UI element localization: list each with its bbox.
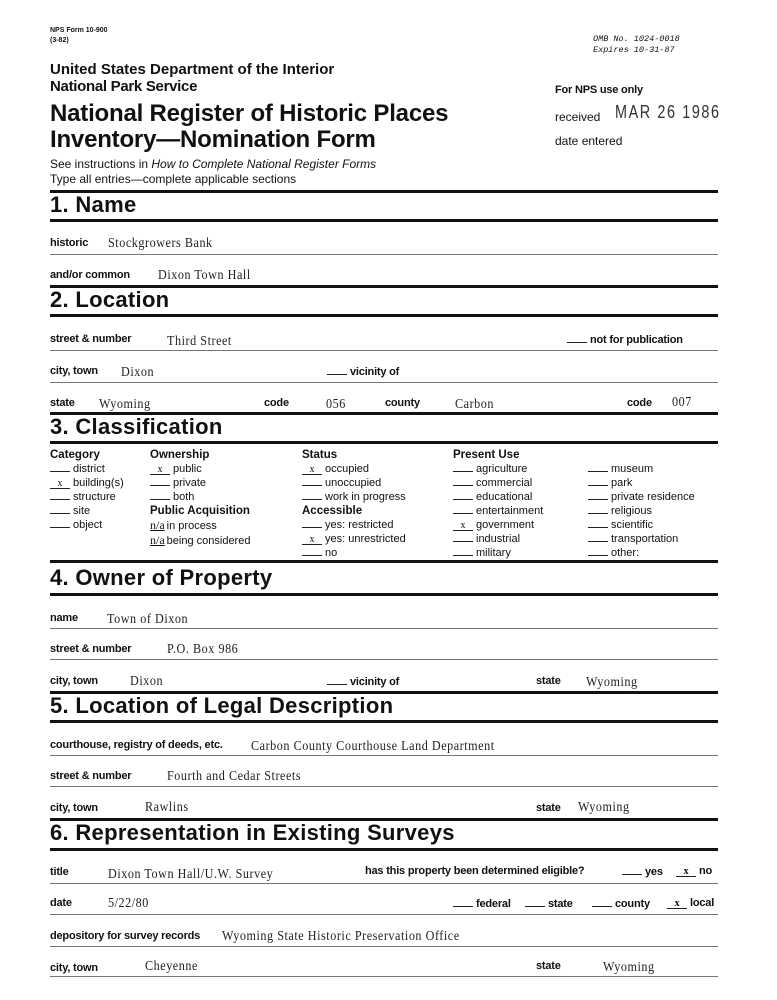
classification-option[interactable]	[588, 476, 695, 490]
date-entered-label: date entered	[555, 134, 623, 148]
option-label: work in progress	[325, 491, 406, 503]
classification-option[interactable]	[588, 504, 695, 518]
option-label: religious	[611, 505, 652, 517]
classification-option[interactable]	[302, 518, 406, 532]
eligible-question: has this property been determined eligible?	[365, 865, 585, 877]
checkbox[interactable]	[588, 546, 608, 556]
federal-label: federal	[476, 898, 511, 910]
classification-option[interactable]	[588, 490, 695, 504]
option-label: transportation	[611, 533, 679, 545]
classification-option[interactable]	[50, 476, 124, 490]
county-code-label: code	[627, 397, 652, 409]
common-name-label: and/or common	[50, 269, 130, 281]
checkbox[interactable]: x	[453, 521, 473, 531]
form-title-line2: Inventory—Nomination Form	[50, 126, 376, 153]
option-label: park	[611, 477, 633, 489]
checkbox[interactable]	[50, 462, 70, 472]
form-revision: (3-82)	[50, 37, 69, 44]
state-level-label: state	[548, 898, 573, 910]
section-divider	[50, 560, 718, 563]
checkbox[interactable]	[302, 490, 322, 500]
legal-street-field[interactable]: Fourth and Cedar Streets	[167, 768, 302, 783]
street-field[interactable]: Third Street	[167, 333, 232, 348]
form-title-line1: National Register of Historic Places	[50, 100, 449, 127]
level-local[interactable]	[667, 897, 714, 909]
checkbox[interactable]	[588, 476, 608, 486]
not-for-publication-checkbox[interactable]	[567, 333, 587, 343]
section-divider	[50, 848, 718, 851]
option-label: entertainment	[476, 505, 544, 517]
field-underline	[50, 659, 718, 660]
classification-option[interactable]	[453, 518, 543, 532]
level-county[interactable]	[592, 897, 650, 910]
classification-option[interactable]	[302, 490, 406, 504]
agency-name: National Park Service	[50, 78, 198, 95]
survey-date-field[interactable]: 5/22/80	[108, 895, 149, 910]
county-level-label: county	[615, 898, 650, 910]
survey-state-label: state	[536, 960, 561, 972]
owner-street-field[interactable]: P.O. Box 986	[167, 641, 239, 656]
checkbox[interactable]	[453, 532, 473, 542]
survey-date-label: date	[50, 897, 72, 909]
checkbox[interactable]	[588, 532, 608, 542]
checkbox[interactable]: x	[50, 479, 70, 489]
option-label: building(s)	[73, 477, 124, 489]
not-for-publication-label: not for publication	[590, 334, 683, 346]
option-label: public	[173, 463, 202, 475]
classification-option[interactable]	[453, 504, 543, 518]
checkbox[interactable]: x	[302, 535, 322, 545]
eligible-yes-checkbox[interactable]	[622, 865, 642, 875]
section-divider	[50, 441, 718, 444]
field-underline	[50, 883, 718, 884]
courthouse-field[interactable]: Carbon County Courthouse Land Department	[251, 738, 495, 753]
classification-option[interactable]	[453, 490, 543, 504]
section-4-heading: 4. Owner of Property	[50, 565, 273, 590]
section-divider	[50, 593, 718, 596]
instructions-title: How to Complete National Register Forms	[151, 157, 377, 171]
classification-heading: Present Use	[453, 449, 520, 461]
classification-option[interactable]	[302, 462, 406, 476]
field-underline	[50, 946, 718, 947]
option-label: other:	[611, 547, 640, 559]
section-divider	[50, 219, 718, 222]
vicinity[interactable]	[327, 365, 399, 378]
checkbox[interactable]	[150, 490, 170, 500]
option-label: no	[325, 547, 338, 559]
classification-option[interactable]	[50, 462, 124, 476]
legal-city-label: city, town	[50, 802, 98, 814]
owner-name-field[interactable]: Town of Dixon	[107, 611, 189, 626]
vicinity-checkbox[interactable]	[327, 365, 347, 375]
classification-column	[302, 448, 406, 560]
owner-state-field[interactable]: Wyoming	[586, 674, 638, 689]
legal-state-label: state	[536, 802, 561, 814]
historic-label: historic	[50, 237, 89, 249]
type-all-note: Type all entries—complete applicable sections	[50, 172, 297, 186]
section-1-heading: 1. Name	[50, 192, 137, 217]
checkbox[interactable]	[588, 504, 608, 514]
owner-vicinity-label: vicinity of	[350, 676, 400, 688]
owner-city-label: city, town	[50, 675, 98, 687]
department-name: United States Department of the Interior	[50, 61, 335, 78]
checkbox[interactable]	[302, 476, 322, 486]
field-underline	[50, 755, 718, 756]
county-checkbox[interactable]	[592, 897, 612, 907]
checkbox[interactable]: x	[302, 465, 322, 475]
level-federal[interactable]	[453, 897, 511, 910]
checkbox[interactable]	[50, 518, 70, 528]
county-code-field[interactable]: 007	[672, 394, 692, 409]
option-label: educational	[476, 491, 533, 503]
received-label: received	[555, 110, 601, 124]
classification-option[interactable]	[302, 546, 406, 560]
option-label: private	[173, 477, 207, 489]
state-code-label: code	[264, 397, 289, 409]
survey-title-label: title	[50, 866, 69, 878]
classification-option[interactable]	[50, 504, 124, 518]
classification-option[interactable]	[302, 476, 406, 490]
checkbox[interactable]: x	[150, 465, 170, 475]
section-divider	[50, 720, 718, 723]
classification-column	[150, 448, 250, 548]
classification-heading: Status	[302, 449, 338, 461]
form-number: NPS Form 10-900	[50, 27, 108, 34]
classification-option[interactable]	[302, 532, 406, 546]
eligible-yes-label: yes	[645, 866, 663, 878]
classification-heading: Ownership	[150, 449, 210, 461]
section-divider	[50, 190, 718, 193]
expiration: Expires 10-31-87	[593, 45, 675, 55]
owner-city-field[interactable]: Dixon	[130, 673, 164, 688]
option-label: yes: unrestricted	[325, 533, 406, 545]
classification-option[interactable]	[453, 532, 543, 546]
option-label: government	[476, 519, 535, 531]
option-label: in process	[166, 520, 217, 532]
not-for-publication[interactable]	[567, 333, 683, 346]
checkbox[interactable]	[588, 518, 608, 528]
legal-state-field[interactable]: Wyoming	[578, 799, 630, 814]
owner-vicinity[interactable]	[327, 675, 399, 688]
level-state[interactable]	[525, 897, 573, 910]
classification-option[interactable]	[588, 462, 695, 476]
survey-title-field[interactable]: Dixon Town Hall/U.W. Survey	[108, 866, 274, 881]
field-underline	[50, 350, 718, 351]
courthouse-label: courthouse, registry of deeds, etc.	[50, 739, 223, 751]
classification-option[interactable]	[588, 546, 695, 560]
checkbox[interactable]	[453, 476, 473, 486]
checkbox[interactable]	[588, 462, 608, 472]
checkbox[interactable]	[150, 476, 170, 486]
checkbox[interactable]	[453, 504, 473, 514]
classification-option[interactable]	[588, 532, 695, 546]
common-name-field[interactable]: Dixon Town Hall	[158, 267, 251, 282]
classification-option[interactable]	[453, 476, 543, 490]
classification-option[interactable]	[150, 518, 250, 533]
nps-use-label: For NPS use only	[555, 84, 643, 96]
eligible-no-checkbox[interactable]: x	[676, 867, 696, 877]
checkbox[interactable]	[453, 462, 473, 472]
section-3-heading: 3. Classification	[50, 414, 223, 439]
option-label: structure	[73, 491, 116, 503]
state-label: state	[50, 397, 75, 409]
survey-city-field[interactable]: Cheyenne	[145, 958, 198, 973]
field-underline	[50, 382, 718, 383]
city-label: city, town	[50, 365, 98, 377]
historic-name-field[interactable]: Stockgrowers Bank	[108, 235, 213, 250]
state-checkbox[interactable]	[525, 897, 545, 907]
field-underline	[50, 786, 718, 787]
omb-number: OMB No. 1024-0018	[593, 34, 680, 44]
checkbox[interactable]	[453, 546, 473, 556]
field-underline	[50, 254, 718, 255]
option-label: agriculture	[476, 463, 528, 475]
checkbox[interactable]	[453, 490, 473, 500]
classification-option[interactable]	[588, 518, 695, 532]
option-label: industrial	[476, 533, 521, 545]
eligible-no-label: no	[699, 865, 713, 877]
owner-street-label: street & number	[50, 643, 132, 655]
field-underline	[50, 976, 718, 977]
option-label: object	[73, 519, 103, 531]
checkbox[interactable]	[50, 490, 70, 500]
street-label: street & number	[50, 333, 132, 345]
classification-option[interactable]	[453, 462, 543, 476]
option-label: yes: restricted	[325, 519, 394, 531]
classification-column	[588, 448, 695, 560]
instructions	[50, 157, 376, 171]
owner-name-label: name	[50, 612, 78, 624]
local-label: local	[690, 897, 715, 909]
classification-heading	[588, 448, 695, 462]
checkbox[interactable]	[302, 546, 322, 556]
option-label: district	[73, 463, 105, 475]
depository-field[interactable]: Wyoming State Historic Preservation Office	[222, 928, 460, 943]
option-label: both	[173, 491, 195, 503]
option-label: site	[73, 505, 91, 517]
classification-option[interactable]	[150, 490, 250, 504]
field-underline	[50, 914, 718, 915]
section-6-heading: 6. Representation in Existing Surveys	[50, 820, 455, 845]
section-divider	[50, 314, 718, 317]
legal-street-label: street & number	[50, 770, 132, 782]
classification-option[interactable]	[50, 518, 124, 532]
county-label: county	[385, 397, 420, 409]
survey-state-field[interactable]: Wyoming	[603, 959, 655, 974]
depository-label: depository for survey records	[50, 930, 201, 942]
option-label: military	[476, 547, 511, 559]
checkbox[interactable]	[302, 518, 322, 528]
eligible-yes[interactable]	[622, 865, 663, 878]
survey-city-label: city, town	[50, 962, 98, 974]
option-label: scientific	[611, 519, 654, 531]
option-label: unoccupied	[325, 477, 382, 489]
state-code-field[interactable]: 056	[326, 396, 346, 411]
classification-heading: Category	[50, 449, 100, 461]
not-applicable-mark[interactable]: n/a	[150, 533, 165, 547]
option-label: commercial	[476, 477, 533, 489]
option-label: being considered	[166, 535, 251, 547]
owner-vicinity-checkbox[interactable]	[327, 675, 347, 685]
checkbox[interactable]	[50, 504, 70, 514]
classification-column	[50, 448, 124, 532]
checkbox[interactable]	[588, 490, 608, 500]
classification-option[interactable]	[150, 462, 250, 476]
legal-city-field[interactable]: Rawlins	[145, 799, 189, 814]
section-2-heading: 2. Location	[50, 287, 170, 312]
classification-option[interactable]	[150, 476, 250, 490]
city-field[interactable]: Dixon	[121, 364, 155, 379]
classification-column	[453, 448, 543, 560]
instructions-prefix: See instructions in	[50, 157, 152, 171]
state-field[interactable]: Wyoming	[99, 396, 151, 411]
classification-heading: Public Acquisition	[150, 505, 250, 517]
section-5-heading: 5. Location of Legal Description	[50, 693, 394, 718]
eligible-no[interactable]	[676, 865, 712, 877]
classification-option[interactable]	[50, 490, 124, 504]
not-applicable-mark[interactable]: n/a	[150, 518, 165, 532]
classification-option[interactable]	[453, 546, 543, 560]
received-stamp: MAR 26 1986	[615, 102, 721, 122]
option-label: museum	[611, 463, 654, 475]
local-checkbox[interactable]: x	[667, 899, 687, 909]
field-underline	[50, 628, 718, 629]
option-label: occupied	[325, 463, 370, 475]
federal-checkbox[interactable]	[453, 897, 473, 907]
county-field[interactable]: Carbon	[455, 396, 495, 411]
classification-option[interactable]	[150, 533, 250, 548]
vicinity-label: vicinity of	[350, 366, 400, 378]
classification-heading: Accessible	[302, 505, 363, 517]
option-label: private residence	[611, 491, 695, 503]
owner-state-label: state	[536, 675, 561, 687]
